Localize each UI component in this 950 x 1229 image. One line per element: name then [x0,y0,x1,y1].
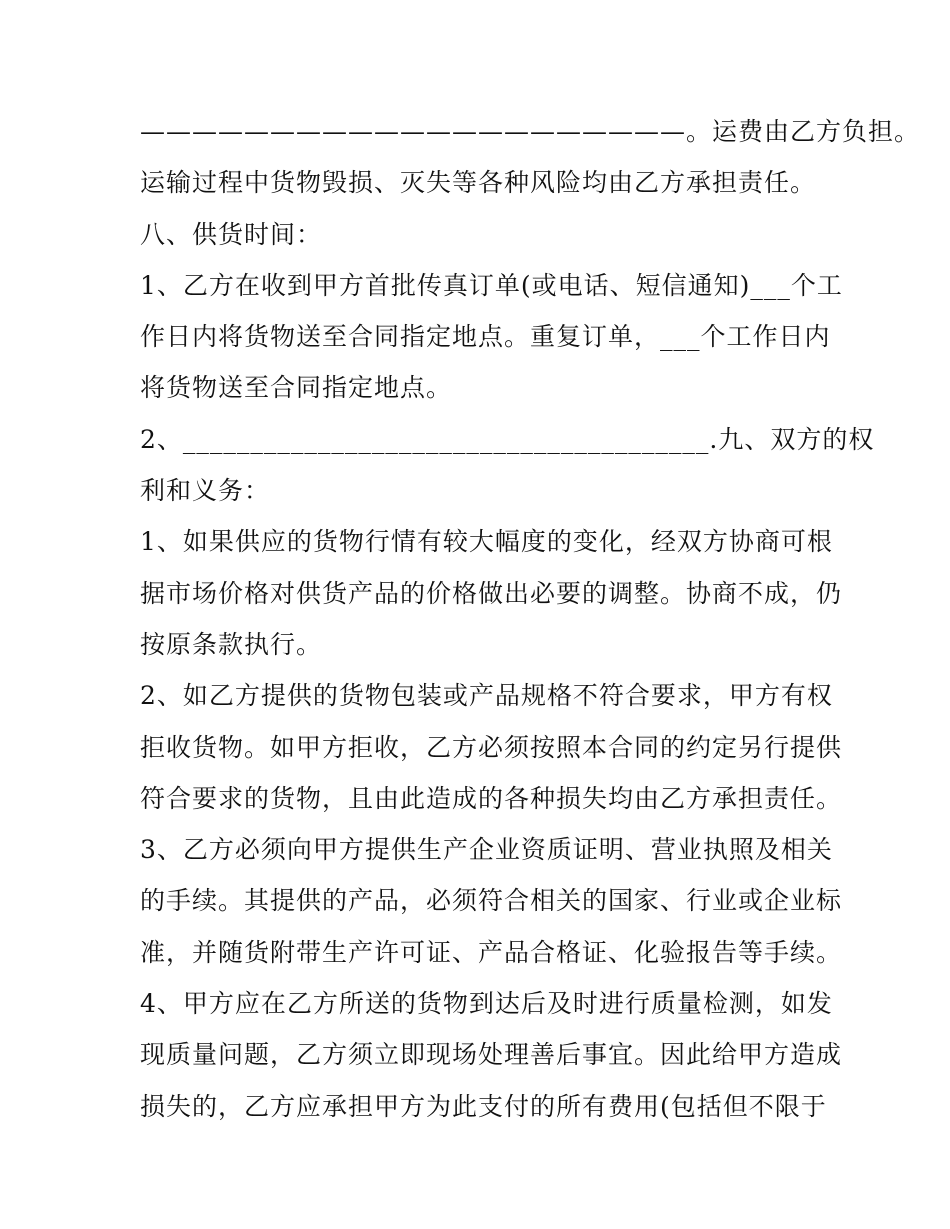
text-line: 作日内将货物送至合同指定地点。重复订单，___个工作日内 [140,322,831,352]
text-line: 符合要求的货物，且由此造成的各种损失均由乙方承担责任。 [140,783,843,813]
text-line: 据市场价格对供货产品的价格做出必要的调整。协商不成，仍 [140,578,843,608]
text-line: 2、_______________________________________.九、双方的权 [140,424,875,454]
text-line: 利和义务： [140,476,271,506]
text-line: 3、乙方必须向甲方提供生产企业资质证明、营业执照及相关 [140,835,833,865]
text-line: 损失的，乙方应承担甲方为此支付的所有费用(包括但不限于 [140,1091,827,1121]
text-line: 4、甲方应在乙方所送的货物到达后及时进行质量检测，如发 [140,989,833,1019]
text-line: 1、乙方在收到甲方首批传真订单(或电话、短信通知)___个工 [140,270,843,300]
section-heading: 八、供货时间： [140,219,323,249]
text-line: 准，并随货附带生产许可证、产品合格证、化验报告等手续。 [140,937,843,967]
text-line: 将货物送至合同指定地点。 [140,373,453,403]
text-line: 拒收货物。如甲方拒收，乙方必须按照本合同的约定另行提供 [140,732,843,762]
text-line: 2、如乙方提供的货物包装或产品规格不符合要求，甲方有权 [140,681,833,711]
text-line: 运输过程中货物毁损、灭失等各种风险均由乙方承担责任。 [140,168,817,198]
text-line: 按原条款执行。 [140,629,323,659]
text-line: —————————————————————。运费由乙方负担。 [140,117,921,146]
text-line: 现质量问题，乙方须立即现场处理善后事宜。因此给甲方造成 [140,1040,843,1070]
contract-text [140,106,921,1132]
text-line: 的手续。其提供的产品，必须符合相关的国家、行业或企业标 [140,886,843,916]
text-line: 1、如果供应的货物行情有较大幅度的变化，经双方协商可根 [140,527,833,557]
